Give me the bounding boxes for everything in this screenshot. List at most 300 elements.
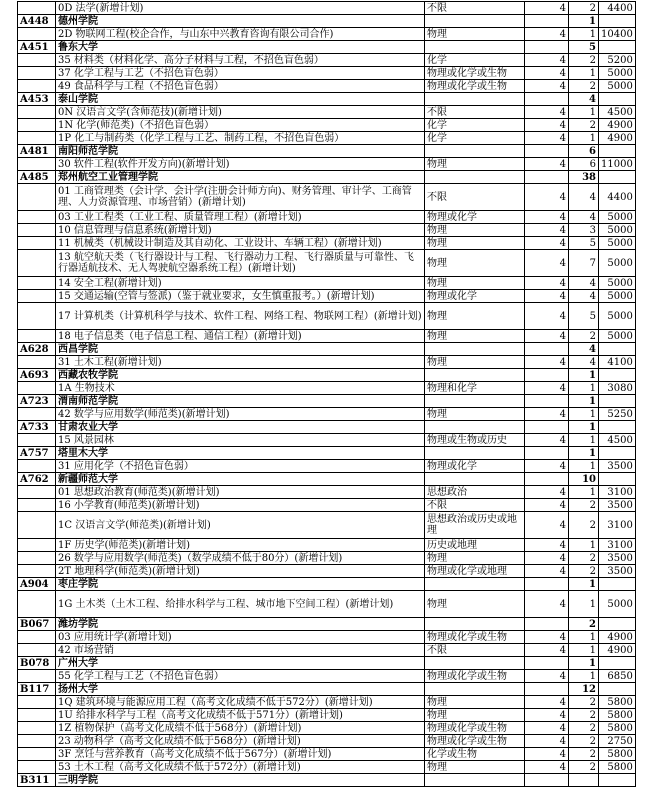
school-code-cell — [18, 250, 56, 277]
duration-cell: 4 — [525, 722, 569, 735]
tuition-cell: 5000 — [599, 80, 636, 93]
school-name-cell: 塔里木大学 — [56, 447, 425, 460]
duration-cell: 4 — [525, 552, 569, 565]
major-name-cell: 0N 汉语言文学(含师范技)(新增计划) — [56, 106, 425, 119]
major-name-cell: 01 思想政治教育(师范类)(新增计划) — [56, 486, 425, 499]
major-name-cell: 16 小学教育(师范类)(新增计划) — [56, 499, 425, 512]
plan-count-cell: 4 — [569, 290, 599, 303]
duration-cell: 4 — [525, 106, 569, 119]
major-name-cell: 11 机械类（机械设计制造及其自动化、工业设计、车辆工程）(新增计划) — [56, 237, 425, 250]
duration-cell — [525, 171, 569, 184]
plan-count-cell: 2 — [569, 512, 599, 539]
school-code-cell — [18, 356, 56, 369]
subject-req-cell: 物理 — [425, 237, 525, 250]
school-name-cell: 泰山学院 — [56, 93, 425, 106]
tuition-cell — [599, 41, 636, 54]
tuition-cell: 4400 — [599, 2, 636, 15]
tuition-cell: 3500 — [599, 460, 636, 473]
tuition-cell — [599, 774, 636, 787]
major-row — [18, 722, 636, 735]
tuition-cell: 5000 — [599, 250, 636, 277]
plan-count-cell: 4 — [569, 356, 599, 369]
tuition-cell: 4900 — [599, 631, 636, 644]
tuition-cell — [599, 683, 636, 696]
duration-cell: 4 — [525, 631, 569, 644]
subject-req-cell: 物理或化学或生物 — [425, 735, 525, 748]
tuition-cell: 5800 — [599, 761, 636, 774]
major-name-cell: 13 航空航天类（飞行器设计与工程、飞行器动力工程、飞行器质量与可靠性、飞行器适航技术、无人驾驶航空器系统工程）(新增计划) — [56, 250, 425, 277]
school-code-cell — [18, 722, 56, 735]
subject-req-cell — [425, 473, 525, 486]
duration-cell: 4 — [525, 54, 569, 67]
tuition-cell: 11000 — [599, 158, 636, 171]
plan-count-cell: 5 — [569, 41, 599, 54]
duration-cell — [525, 93, 569, 106]
plan-count-cell: 1 — [569, 539, 599, 552]
subject-req-cell: 物理或化学或生物 — [425, 80, 525, 93]
major-name-cell: 01 工商管理类（会计学、会计学(注册会计师方向)、财务管理、审计学、工商管理、人力资源管理、市场营销）(新增计划) — [56, 184, 425, 211]
school-row — [18, 473, 636, 486]
major-row — [18, 184, 636, 211]
tuition-cell — [599, 618, 636, 631]
school-code-cell: A481 — [18, 145, 56, 158]
major-row — [18, 54, 636, 67]
subject-req-cell: 物理 — [425, 250, 525, 277]
major-name-cell: 15 风景园林 — [56, 434, 425, 447]
subject-req-cell — [425, 15, 525, 28]
tuition-cell: 5000 — [599, 224, 636, 237]
tuition-cell: 5800 — [599, 748, 636, 761]
tuition-cell — [599, 421, 636, 434]
major-name-cell: 0D 法学(新增计划) — [56, 2, 425, 15]
school-code-cell — [18, 565, 56, 578]
plan-count-cell — [569, 774, 599, 787]
major-name-cell: 53 土木工程（高考文化成绩不低于572分）(新增计划) — [56, 761, 425, 774]
school-name-cell: 新疆师范大学 — [56, 473, 425, 486]
plan-count-cell: 2 — [569, 722, 599, 735]
tuition-cell: 6850 — [599, 670, 636, 683]
major-row — [18, 499, 636, 512]
school-code-cell — [18, 748, 56, 761]
major-row — [18, 303, 636, 330]
duration-cell: 4 — [525, 224, 569, 237]
school-code-cell — [18, 119, 56, 132]
subject-req-cell: 物理或生物或历史 — [425, 434, 525, 447]
plan-count-cell: 5 — [569, 237, 599, 250]
subject-req-cell — [425, 395, 525, 408]
duration-cell: 4 — [525, 80, 569, 93]
duration-cell — [525, 145, 569, 158]
plan-count-cell: 2 — [569, 735, 599, 748]
major-name-cell: 1P 化工与制药类（化学工程与工艺、制药工程，不招色盲色弱） — [56, 132, 425, 145]
plan-count-cell: 2 — [569, 54, 599, 67]
subject-req-cell: 思想政治或历史或地理 — [425, 512, 525, 539]
plan-count-cell: 1 — [569, 28, 599, 41]
tuition-cell: 5000 — [599, 290, 636, 303]
tuition-cell: 5000 — [599, 277, 636, 290]
major-name-cell: 35 材料类（材料化学、高分子材料与工程，不招色盲色弱） — [56, 54, 425, 67]
school-code-cell — [18, 761, 56, 774]
subject-req-cell: 物理 — [425, 28, 525, 41]
major-row — [18, 132, 636, 145]
plan-count-cell: 1 — [569, 434, 599, 447]
school-code-cell: A448 — [18, 15, 56, 28]
school-code-cell: A693 — [18, 369, 56, 382]
major-name-cell: 1Q 建筑环境与能源应用工程（高考文化成绩不低于572分）(新增计划) — [56, 696, 425, 709]
subject-req-cell: 历史或地理 — [425, 539, 525, 552]
school-code-cell — [18, 158, 56, 171]
tuition-cell: 3500 — [599, 499, 636, 512]
major-name-cell: 26 数学与应用数学(师范类)（数学成绩不低于80分）(新增计划) — [56, 552, 425, 565]
duration-cell: 4 — [525, 565, 569, 578]
school-code-cell — [18, 106, 56, 119]
tuition-cell: 5000 — [599, 237, 636, 250]
school-code-cell — [18, 184, 56, 211]
duration-cell: 4 — [525, 290, 569, 303]
duration-cell: 4 — [525, 670, 569, 683]
school-code-cell — [18, 2, 56, 15]
tuition-cell — [599, 578, 636, 591]
duration-cell: 4 — [525, 460, 569, 473]
tuition-cell: 4900 — [599, 119, 636, 132]
major-row — [18, 631, 636, 644]
plan-count-cell: 2 — [569, 119, 599, 132]
duration-cell: 4 — [525, 303, 569, 330]
duration-cell: 4 — [525, 591, 569, 618]
tuition-cell: 4900 — [599, 132, 636, 145]
subject-req-cell — [425, 171, 525, 184]
plan-count-cell: 1 — [569, 591, 599, 618]
major-name-cell: 1A 生物技术 — [56, 382, 425, 395]
school-name-cell: 郑州航空工业管理学院 — [56, 171, 425, 184]
duration-cell: 4 — [525, 408, 569, 421]
school-code-cell — [18, 28, 56, 41]
subject-req-cell: 物理 — [425, 408, 525, 421]
school-code-cell: A485 — [18, 171, 56, 184]
major-name-cell: 14 安全工程(新增计划) — [56, 277, 425, 290]
duration-cell — [525, 395, 569, 408]
school-row — [18, 618, 636, 631]
duration-cell: 4 — [525, 2, 569, 15]
plan-count-cell: 1 — [569, 369, 599, 382]
duration-cell: 4 — [525, 512, 569, 539]
subject-req-cell: 物理或化学或生物 — [425, 67, 525, 80]
duration-cell: 4 — [525, 67, 569, 80]
table-body — [18, 2, 636, 787]
subject-req-cell: 不限 — [425, 106, 525, 119]
subject-req-cell: 物理和化学 — [425, 382, 525, 395]
plan-count-cell: 2 — [569, 330, 599, 343]
subject-req-cell: 物理或化学或地理 — [425, 565, 525, 578]
school-code-cell — [18, 54, 56, 67]
plan-count-cell: 3 — [569, 224, 599, 237]
duration-cell: 4 — [525, 434, 569, 447]
tuition-cell: 10400 — [599, 28, 636, 41]
school-code-cell — [18, 330, 56, 343]
tuition-cell — [599, 395, 636, 408]
duration-cell — [525, 343, 569, 356]
duration-cell: 4 — [525, 709, 569, 722]
plan-count-cell: 1 — [569, 132, 599, 145]
subject-req-cell: 物理 — [425, 356, 525, 369]
plan-count-cell: 2 — [569, 499, 599, 512]
school-row — [18, 657, 636, 670]
major-name-cell: 1F 历史学(师范类)(新增计划) — [56, 539, 425, 552]
major-name-cell: 1N 化学(师范类)（不招色盲色弱） — [56, 119, 425, 132]
subject-req-cell: 物理 — [425, 696, 525, 709]
school-row — [18, 41, 636, 54]
subject-req-cell: 化学 — [425, 54, 525, 67]
subject-req-cell: 不限 — [425, 184, 525, 211]
duration-cell: 4 — [525, 499, 569, 512]
plan-count-cell: 4 — [569, 184, 599, 211]
school-code-cell — [18, 670, 56, 683]
subject-req-cell: 物理或化学或生物 — [425, 722, 525, 735]
subject-req-cell: 物理或化学 — [425, 211, 525, 224]
school-code-cell — [18, 132, 56, 145]
duration-cell: 4 — [525, 184, 569, 211]
major-row — [18, 408, 636, 421]
admission-plan-table — [17, 1, 636, 787]
subject-req-cell — [425, 774, 525, 787]
duration-cell: 4 — [525, 250, 569, 277]
subject-req-cell: 化学 — [425, 119, 525, 132]
tuition-cell: 5250 — [599, 408, 636, 421]
school-code-cell: A733 — [18, 421, 56, 434]
school-code-cell: B311 — [18, 774, 56, 787]
duration-cell — [525, 683, 569, 696]
duration-cell — [525, 657, 569, 670]
tuition-cell — [599, 447, 636, 460]
school-code-cell — [18, 709, 56, 722]
subject-req-cell: 物理 — [425, 158, 525, 171]
subject-req-cell: 化学或生物 — [425, 748, 525, 761]
school-code-cell: A762 — [18, 473, 56, 486]
plan-count-cell: 1 — [569, 447, 599, 460]
major-row — [18, 761, 636, 774]
subject-req-cell: 物理或化学 — [425, 460, 525, 473]
major-name-cell: 31 应用化学（不招色盲色弱） — [56, 460, 425, 473]
duration-cell: 4 — [525, 761, 569, 774]
tuition-cell — [599, 473, 636, 486]
school-code-cell — [18, 512, 56, 539]
tuition-cell — [599, 93, 636, 106]
plan-count-cell: 12 — [569, 683, 599, 696]
subject-req-cell: 物理 — [425, 709, 525, 722]
plan-count-cell: 4 — [569, 93, 599, 106]
major-row — [18, 80, 636, 93]
major-row — [18, 512, 636, 539]
major-row — [18, 696, 636, 709]
major-name-cell: 1Z 植物保护（高考文化成绩不低于568分）(新增计划) — [56, 722, 425, 735]
school-name-cell: 甘肃农业大学 — [56, 421, 425, 434]
duration-cell: 4 — [525, 330, 569, 343]
subject-req-cell — [425, 343, 525, 356]
major-name-cell: 42 数学与应用数学(师范类)(新增计划) — [56, 408, 425, 421]
subject-req-cell — [425, 145, 525, 158]
tuition-cell: 5000 — [599, 67, 636, 80]
school-code-cell — [18, 552, 56, 565]
duration-cell: 4 — [525, 356, 569, 369]
major-row — [18, 591, 636, 618]
school-name-cell: 渭南师范学院 — [56, 395, 425, 408]
major-row — [18, 552, 636, 565]
plan-count-cell: 1 — [569, 631, 599, 644]
plan-count-cell: 10 — [569, 473, 599, 486]
major-row — [18, 434, 636, 447]
tuition-cell — [599, 145, 636, 158]
subject-req-cell: 物理 — [425, 552, 525, 565]
plan-count-cell: 2 — [569, 748, 599, 761]
school-name-cell: 南阳师范学院 — [56, 145, 425, 158]
plan-count-cell: 1 — [569, 644, 599, 657]
major-row — [18, 237, 636, 250]
subject-req-cell — [425, 578, 525, 591]
school-name-cell: 德州学院 — [56, 15, 425, 28]
school-code-cell: B078 — [18, 657, 56, 670]
subject-req-cell: 不限 — [425, 2, 525, 15]
school-code-cell — [18, 224, 56, 237]
plan-count-cell: 1 — [569, 67, 599, 80]
school-code-cell — [18, 644, 56, 657]
plan-count-cell: 1 — [569, 670, 599, 683]
school-name-cell: 西昌学院 — [56, 343, 425, 356]
tuition-cell: 3500 — [599, 552, 636, 565]
tuition-cell: 5800 — [599, 709, 636, 722]
school-code-cell: A628 — [18, 343, 56, 356]
major-name-cell: 2T 地理科学(师范类)(新增计划) — [56, 565, 425, 578]
major-name-cell: 42 市场营销 — [56, 644, 425, 657]
plan-count-cell: 4 — [569, 277, 599, 290]
school-code-cell: A451 — [18, 41, 56, 54]
duration-cell: 4 — [525, 277, 569, 290]
plan-count-cell: 2 — [569, 618, 599, 631]
major-name-cell: 17 计算机类（计算机科学与技术、软件工程、网络工程、物联网工程）(新增计划) — [56, 303, 425, 330]
school-code-cell — [18, 408, 56, 421]
school-code-cell — [18, 237, 56, 250]
school-code-cell — [18, 434, 56, 447]
tuition-cell: 5800 — [599, 696, 636, 709]
major-row — [18, 28, 636, 41]
school-code-cell: B067 — [18, 618, 56, 631]
major-row — [18, 250, 636, 277]
plan-count-cell: 1 — [569, 486, 599, 499]
major-row — [18, 158, 636, 171]
major-name-cell: 31 土木工程(新增计划) — [56, 356, 425, 369]
plan-count-cell: 2 — [569, 696, 599, 709]
duration-cell — [525, 774, 569, 787]
major-name-cell: 55 化学工程与工艺（不招色盲色弱） — [56, 670, 425, 683]
duration-cell: 4 — [525, 696, 569, 709]
plan-count-cell: 6 — [569, 158, 599, 171]
tuition-cell — [599, 15, 636, 28]
plan-count-cell: 7 — [569, 250, 599, 277]
tuition-cell — [599, 369, 636, 382]
duration-cell — [525, 473, 569, 486]
subject-req-cell — [425, 421, 525, 434]
school-code-cell — [18, 591, 56, 618]
major-name-cell: 1U 给排水科学与工程（高考文化成绩不低于571分）(新增计划) — [56, 709, 425, 722]
school-code-cell — [18, 499, 56, 512]
duration-cell — [525, 447, 569, 460]
subject-req-cell — [425, 93, 525, 106]
subject-req-cell — [425, 41, 525, 54]
plan-count-cell: 4 — [569, 343, 599, 356]
plan-count-cell: 2 — [569, 80, 599, 93]
school-code-cell: A757 — [18, 447, 56, 460]
major-name-cell: 03 工业工程类（工业工程、质量管理工程）(新增计划) — [56, 211, 425, 224]
subject-req-cell — [425, 683, 525, 696]
school-code-cell: A723 — [18, 395, 56, 408]
plan-count-cell: 1 — [569, 382, 599, 395]
major-row — [18, 539, 636, 552]
tuition-cell: 3100 — [599, 486, 636, 499]
school-name-cell: 鲁东大学 — [56, 41, 425, 54]
subject-req-cell — [425, 657, 525, 670]
major-row — [18, 106, 636, 119]
plan-count-cell: 1 — [569, 421, 599, 434]
school-code-cell — [18, 486, 56, 499]
tuition-cell: 2750 — [599, 735, 636, 748]
school-row — [18, 15, 636, 28]
subject-req-cell: 物理或化学或生物 — [425, 670, 525, 683]
school-row — [18, 447, 636, 460]
major-name-cell: 03 应用统计学(新增计划) — [56, 631, 425, 644]
plan-count-cell: 1 — [569, 657, 599, 670]
subject-req-cell: 化学 — [425, 132, 525, 145]
duration-cell — [525, 618, 569, 631]
major-name-cell: 18 电子信息类（电子信息工程、通信工程）(新增计划) — [56, 330, 425, 343]
major-name-cell: 2D 物联网工程(校企合作，与山东中兴教育咨询有限公司合作) — [56, 28, 425, 41]
major-row — [18, 356, 636, 369]
plan-count-cell: 4 — [569, 211, 599, 224]
major-name-cell: 1C 汉语言文学(师范类)(新增计划) — [56, 512, 425, 539]
tuition-cell — [599, 171, 636, 184]
tuition-cell — [599, 657, 636, 670]
tuition-cell: 4900 — [599, 644, 636, 657]
school-name-cell: 潍坊学院 — [56, 618, 425, 631]
major-row — [18, 224, 636, 237]
subject-req-cell: 物理 — [425, 277, 525, 290]
school-row — [18, 774, 636, 787]
subject-req-cell: 物理 — [425, 224, 525, 237]
school-code-cell — [18, 539, 56, 552]
plan-count-cell: 2 — [569, 2, 599, 15]
major-row — [18, 277, 636, 290]
duration-cell: 4 — [525, 748, 569, 761]
tuition-cell: 5000 — [599, 591, 636, 618]
subject-req-cell: 物理 — [425, 761, 525, 774]
school-code-cell — [18, 80, 56, 93]
school-row — [18, 395, 636, 408]
tuition-cell: 4500 — [599, 106, 636, 119]
school-code-cell — [18, 290, 56, 303]
school-code-cell — [18, 631, 56, 644]
plan-count-cell: 1 — [569, 395, 599, 408]
school-code-cell — [18, 382, 56, 395]
tuition-cell: 5200 — [599, 54, 636, 67]
major-row — [18, 119, 636, 132]
plan-count-cell: 1 — [569, 106, 599, 119]
school-row — [18, 369, 636, 382]
tuition-cell: 5000 — [599, 303, 636, 330]
duration-cell: 4 — [525, 735, 569, 748]
major-row — [18, 460, 636, 473]
major-row — [18, 67, 636, 80]
duration-cell — [525, 369, 569, 382]
major-row — [18, 382, 636, 395]
school-code-cell: A453 — [18, 93, 56, 106]
